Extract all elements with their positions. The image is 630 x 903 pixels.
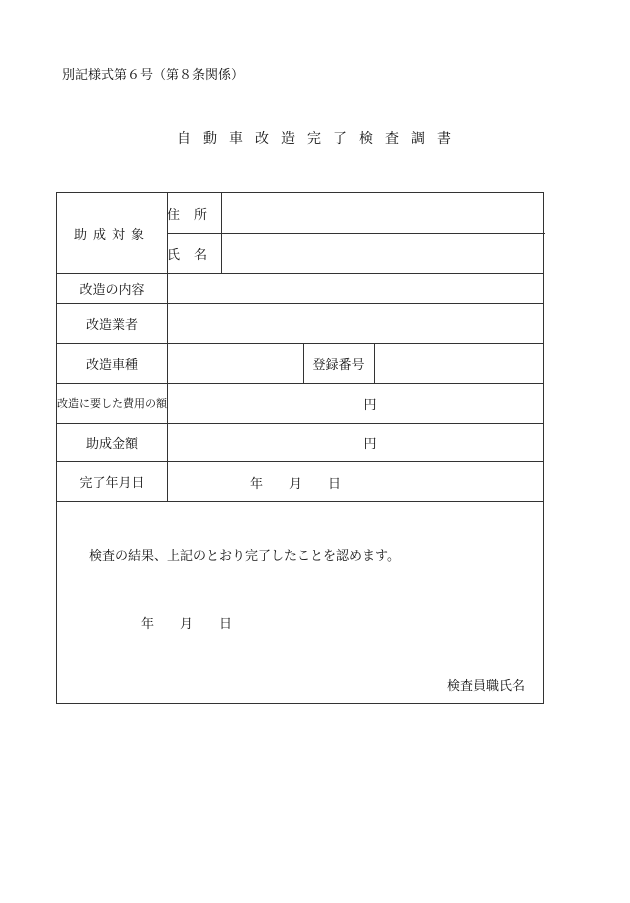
inspection-form-table <box>56 192 544 704</box>
completion-date <box>250 473 341 492</box>
vehicle-type-field[interactable] <box>168 344 302 382</box>
completion-day-label: 日 <box>328 477 342 492</box>
row-divider <box>57 501 543 502</box>
cost-label: 改造に要した費用の額 <box>57 397 167 410</box>
name-label: 氏名 <box>167 247 222 263</box>
completion-month-label: 月 <box>289 477 303 492</box>
subject-label: 助成対象 <box>73 227 150 243</box>
certification-statement: 検査の結果、上記のとおり完了したことを認めます。 <box>89 549 400 564</box>
cost-field[interactable] <box>168 384 354 422</box>
contractor-field[interactable] <box>168 304 544 342</box>
vehicle-type-label: 改造車種 <box>85 357 138 373</box>
name-field[interactable] <box>222 234 544 272</box>
content-label: 改造の内容 <box>79 282 145 298</box>
completion-label: 完了年月日 <box>79 475 145 491</box>
address-field[interactable] <box>222 194 544 232</box>
document-title: 自動車改造完了検査調書 <box>177 131 463 147</box>
registration-label: 登録番号 <box>312 357 365 373</box>
registration-field[interactable] <box>375 344 544 382</box>
certification-date <box>141 613 232 632</box>
contractor-label: 改造業者 <box>85 317 138 333</box>
address-label: 住所 <box>167 207 222 223</box>
cost-unit: 円 <box>363 397 377 413</box>
grant-unit: 円 <box>363 436 377 452</box>
form-number-label: 別記様式第６号（第８条関係） <box>62 68 245 83</box>
certification-day-label: 日 <box>219 617 233 632</box>
grant-field[interactable] <box>168 424 354 460</box>
content-field[interactable] <box>168 274 544 302</box>
completion-year-label: 年 <box>250 477 264 492</box>
certification-month-label: 月 <box>180 617 194 632</box>
inspector-name-label: 検査員職氏名 <box>446 679 525 694</box>
grant-label: 助成金額 <box>85 436 138 452</box>
certification-year-label: 年 <box>141 617 155 632</box>
